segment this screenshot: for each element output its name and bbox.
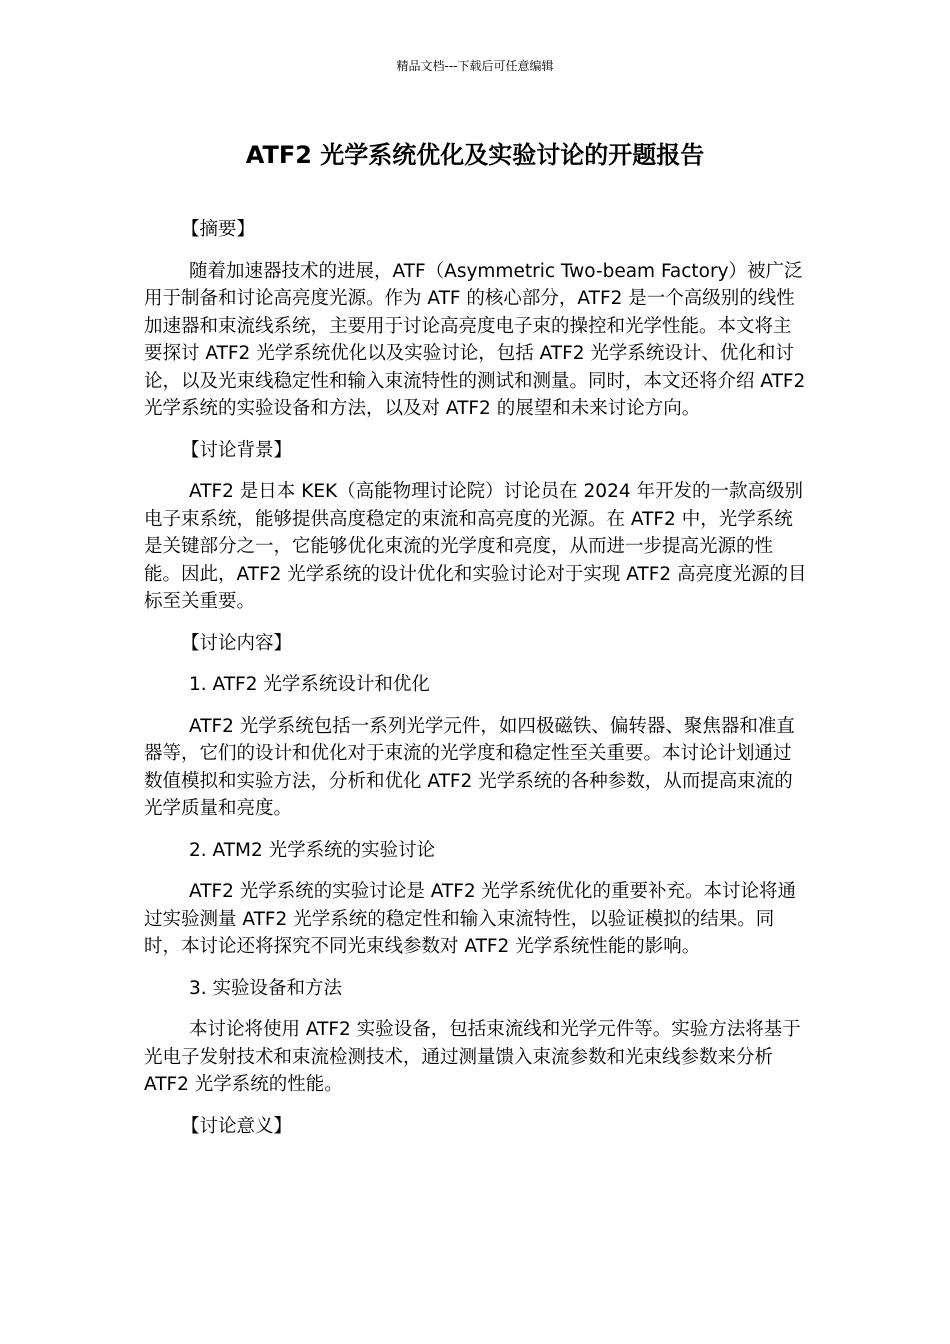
background-paragraph: ATF2 是日本 KEK（高能物理讨论院）讨论员在 2024 年开发的一款高级别电子束系统，能够提供高度稳定的束流和高亮度的光源。在 ATF2 中，光学系统是关键部分之一，它能够优化束流的光学度和亮度，从而进一步提高光源的性能。因此，ATF2 光学系统的设计优化和实验讨论对于实现 ATF2 高亮度光源的目标至关重要。 (144, 481, 807, 612)
content-heading: 【讨论内容】 (181, 632, 293, 654)
background-heading: 【讨论背景】 (181, 439, 293, 461)
item2-heading: 2. ATM2 光学系统的实验讨论 (189, 839, 436, 861)
page-header-note: 精品文档---下载后可任意编辑 (396, 59, 554, 73)
abstract-heading: 【摘要】 (181, 219, 256, 240)
document-title: ATF2 光学系统优化及实验讨论的开题报告 (245, 141, 705, 169)
item2-paragraph: ATF2 光学系统的实验讨论是 ATF2 光学系统优化的重要补充。本讨论将通过实验测量 ATF2 光学系统的稳定性和输入束流特性，以验证模拟的结果。同时，本讨论还将探究不同光束线参数对 ATF2 光学系统性能的影响。 (144, 881, 797, 957)
item1-paragraph: ATF2 光学系统包括一系列光学元件，如四极磁铁、偏转器、聚焦器和准直器等，它们的设计和优化对于束流的光学度和稳定性至关重要。本讨论计划通过数值模拟和实验方法，分析和优化 ATF2 光学系统的各种参数，从而提高束流的光学质量和亮度。 (144, 715, 795, 819)
item1-heading: 1. ATF2 光学系统设计和优化 (189, 674, 430, 695)
abstract-paragraph: 随着加速器技术的进展，ATF（Asymmetric Two-beam Factory）被广泛用于制备和讨论高亮度光源。作为 ATF 的核心部分，ATF2 是一个高级别的线性加速器和束流线系统，主要用于讨论高亮度电子束的操控和光学性能。本文将主要探讨 ATF2 光学系统优化以及实验讨论，包括 ATF2 光学系统设计、优化和讨论，以及光束线稳定性和输入束流特性的测试和测量。同时，本文还将介绍 ATF2 光学系统的实验设备和方法，以及对 ATF2 的展望和未来讨论方向。 (144, 260, 806, 419)
document-body (144, 216, 808, 1154)
item3-paragraph: 本讨论将使用 ATF2 实验设备，包括束流线和光学元件等。实验方法将基于光电子发射技术和束流检测技术，通过测量馈入束流参数和光束线参数来分析 ATF2 光学系统的性能。 (144, 1019, 801, 1095)
significance-heading: 【讨论意义】 (181, 1115, 293, 1137)
item3-heading: 3. 实验设备和方法 (189, 977, 343, 999)
